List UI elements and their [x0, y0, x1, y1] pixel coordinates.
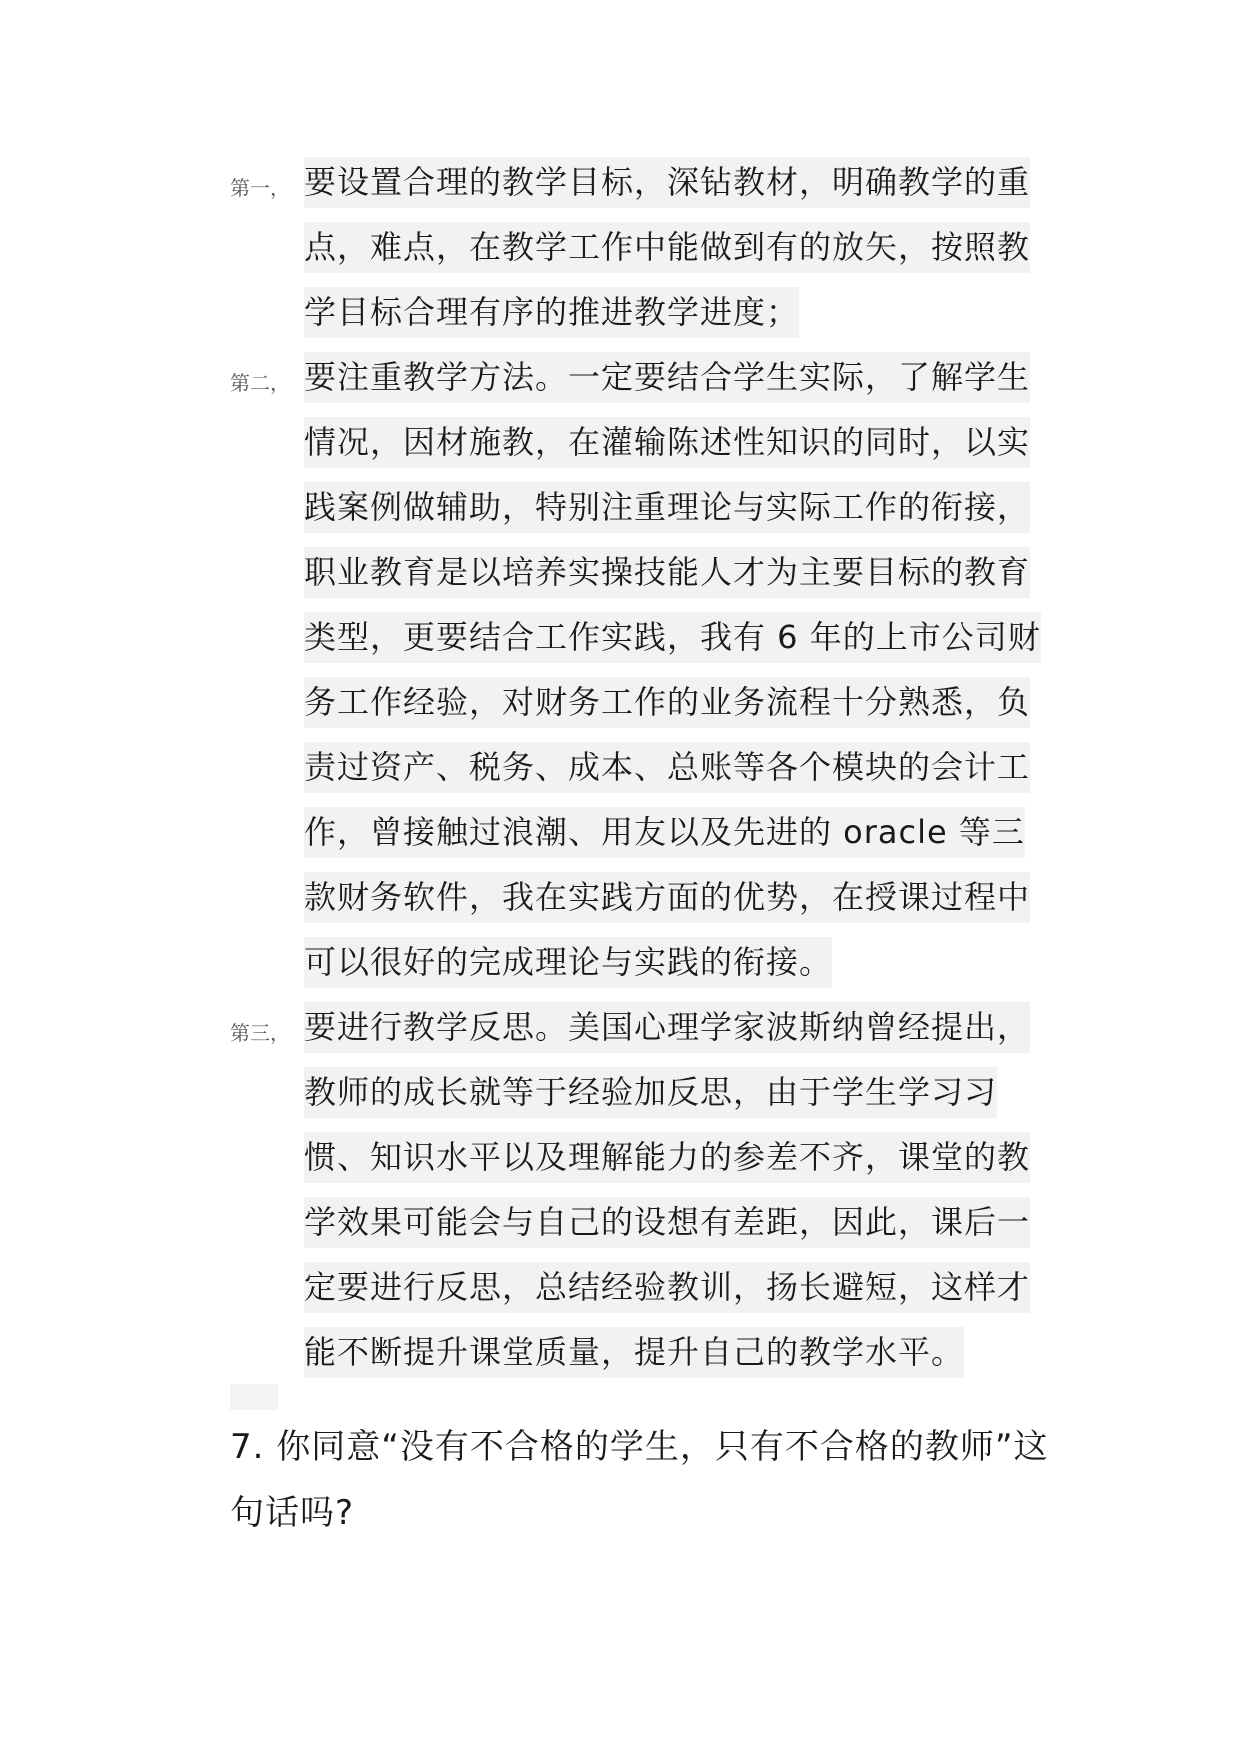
item-label: 第一，	[230, 176, 290, 200]
item-text-content: 要注重教学方法。一定要结合学生实际，了解学生情况，因材施教，在灌输陈述性知识的同时，以实践案例做辅助，特别注重理论与实际工作的衔接，职业教育是以培养实操技能人才为主要目标的教育类型，更要结合工作实践，我有 6 年的上市公司财务工作经验，对财务工作的业务流程十分熟悉，负责过资产、税务、成本、总账等各个模块的会计工作，曾接触过浪潮、用友以及先进的 oracle 等三款财务软件，我在实践方面的优势，在授课过程中可以很好的完成理论与实践的衔接。	[304, 352, 1041, 988]
item-text	[304, 150, 1050, 345]
paragraph-spacer	[230, 1384, 278, 1410]
item-label: 第三，	[230, 1021, 290, 1045]
item-text	[304, 995, 1050, 1385]
question-heading: 7. 你同意“没有不合格的学生，只有不合格的教师”这句话吗?	[230, 1427, 1049, 1533]
item-text-content: 要进行教学反思。美国心理学家波斯纳曾经提出，教师的成长就等于经验加反思，由于学生学习习惯、知识水平以及理解能力的参差不齐，课堂的教学效果可能会与自己的设想有差距，因此，课后一定要进行反思，总结经验教训，扬长避短，这样才能不断提升课堂质量，提升自己的教学水平。	[304, 1002, 1030, 1378]
item-text	[304, 345, 1050, 995]
item-text-content: 要设置合理的教学目标，深钻教材，明确教学的重点，难点，在教学工作中能做到有的放矢，按照教学目标合理有序的推进教学进度；	[304, 157, 1030, 338]
item-label: 第二，	[230, 371, 290, 395]
